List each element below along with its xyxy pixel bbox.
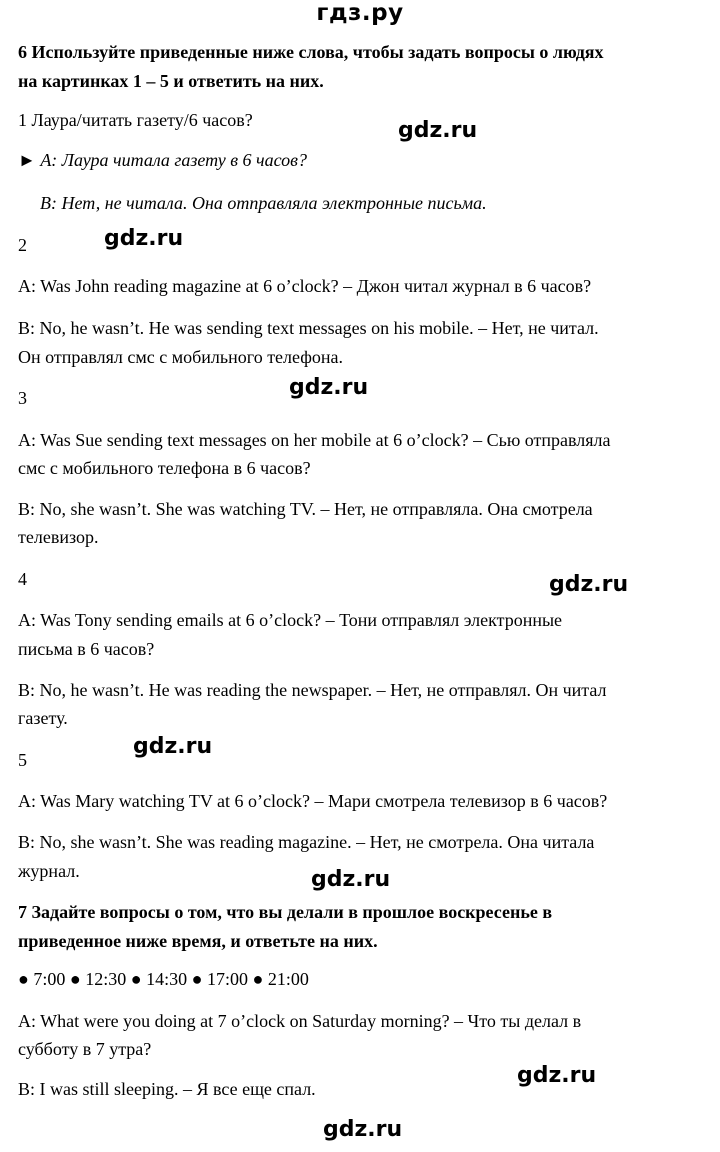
- item4-answer-line1: B: No, he wasn’t. He was reading the newspaper. – Нет, не отправлял. Он читал: [18, 680, 607, 700]
- item3-question-line2: смс с мобильного телефона в 6 часов?: [18, 458, 311, 478]
- item3-answer-line1: B: No, she wasn’t. She was watching TV. – Нет, не отправляла. Она смотрела: [18, 499, 593, 519]
- task6-example-answer-b: В: Нет, не читала. Она отправляла электронные письма.: [40, 193, 487, 213]
- task6-example-prompt: 1 Лаура/читать газету/6 часов?: [18, 110, 253, 130]
- item4-question-line1: A: Was Tony sending emails at 6 o’clock? – Тони отправлял электронные: [18, 610, 563, 630]
- item5-question: A: Was Mary watching TV at 6 o’clock? – Мари смотрела телевизор в 6 часов?: [18, 791, 608, 811]
- site-title: гдз.ру: [316, 0, 404, 26]
- item-number: 3: [18, 388, 27, 408]
- watermark: gdz.ru: [549, 572, 629, 597]
- item2-answer-line2: Он отправлял смс с мобильного телефона.: [18, 347, 344, 367]
- item5-answer-line2: журнал.: [18, 861, 80, 881]
- task6-heading-line1: 6 Используйте приведенные ниже слова, чтобы задать вопросы о людях: [18, 42, 604, 62]
- watermark: gdz.ru: [517, 1063, 597, 1088]
- watermark: gdz.ru: [311, 867, 391, 892]
- watermark: gdz.ru: [133, 734, 213, 759]
- item5-answer-line1: B: No, she wasn’t. She was reading magazine. – Нет, не смотрела. Она читала: [18, 832, 595, 852]
- item4-question-line2: письма в 6 часов?: [18, 639, 155, 659]
- task7-answer: B: I was still sleeping. – Я все еще спал.: [18, 1079, 316, 1099]
- item3-question-line1: A: Was Sue sending text messages on her mobile at 6 o’clock? – Сью отправляла: [18, 430, 611, 450]
- task7-question-line1: A: What were you doing at 7 o’clock on Saturday morning? – Что ты делал в: [18, 1011, 582, 1031]
- item4-answer-line2: газету.: [18, 708, 68, 728]
- watermark: gdz.ru: [104, 226, 184, 251]
- task7-heading-line2: приведенное ниже время, и ответьте на них.: [18, 931, 378, 951]
- task7-heading-line1: 7 Задайте вопросы о том, что вы делали в прошлое воскресенье в: [18, 902, 553, 922]
- watermark: gdz.ru: [289, 375, 369, 400]
- item2-answer-line1: B: No, he wasn’t. He was sending text messages on his mobile. – Нет, не читал.: [18, 318, 599, 338]
- item-number: 2: [18, 235, 27, 255]
- item-number: 4: [18, 569, 27, 589]
- task7-question-line2: субботу в 7 утра?: [18, 1039, 152, 1059]
- watermark: gdz.ru: [323, 1117, 403, 1142]
- item-number: 5: [18, 750, 27, 770]
- item3-answer-line2: телевизор.: [18, 527, 99, 547]
- watermark: gdz.ru: [398, 118, 478, 143]
- task6-example-answer-a: ► А: Лаура читала газету в 6 часов?: [18, 150, 307, 170]
- item2-question: A: Was John reading magazine at 6 o’clock? – Джон читал журнал в 6 часов?: [18, 276, 592, 296]
- task6-heading-line2: на картинках 1 – 5 и ответить на них.: [18, 71, 324, 91]
- task7-times: ● 7:00 ● 12:30 ● 14:30 ● 17:00 ● 21:00: [18, 969, 309, 989]
